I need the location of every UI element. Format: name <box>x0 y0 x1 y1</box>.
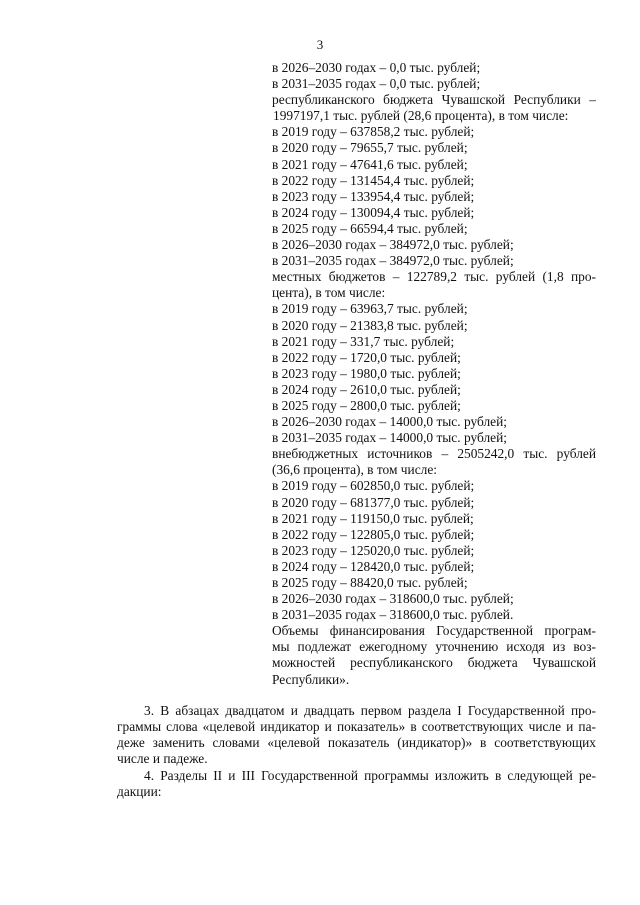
amendment-text <box>117 703 596 801</box>
financing-line: в 2031–2035 годах – 0,0 тыс. рублей; <box>272 76 481 92</box>
closing-note-last-line: Республики». <box>272 671 350 687</box>
local-year-line: в 2023 году – 1980,0 тыс. рублей; <box>272 365 461 381</box>
republican-budget-heading: республиканского бюджета Чувашской Республики – <box>272 92 596 108</box>
republican-year-line: в 2022 году – 131454,4 тыс. рублей; <box>272 172 475 188</box>
republican-budget-total: 1997197,1 тыс. рублей (28,6 процента), в том числе: <box>273 108 569 124</box>
republican-year-line: в 2024 году – 130094,4 тыс. рублей; <box>272 204 475 220</box>
local-year-line: в 2031–2035 годах – 14000,0 тыс. рублей; <box>272 430 507 446</box>
republican-year-line: в 2019 году – 637858,2 тыс. рублей; <box>272 124 475 140</box>
financing-line: в 2026–2030 годах – 0,0 тыс. рублей; <box>272 60 481 75</box>
local-year-line: в 2019 году – 63963,7 тыс. рублей; <box>272 301 468 317</box>
local-year-line: в 2020 году – 21383,8 тыс. рублей; <box>272 317 468 333</box>
republican-year-line: в 2025 году – 66594,4 тыс. рублей; <box>272 220 468 236</box>
closing-note-line: можностей республиканского бюджета Чувашской <box>272 655 596 671</box>
extrabudgetary-year-line: в 2025 году – 88420,0 тыс. рублей; <box>272 575 468 590</box>
extrabudgetary-heading-cont: (36,6 процента), в том числе: <box>272 462 437 478</box>
local-year-line: в 2022 году – 1720,0 тыс. рублей; <box>272 349 461 365</box>
extrabudgetary-year-line: в 2023 году – 125020,0 тыс. рублей; <box>272 542 475 558</box>
local-year-line: в 2025 году – 2800,0 тыс. рублей; <box>272 397 461 413</box>
republican-year-line: в 2031–2035 годах – 384972,0 тыс. рублей; <box>272 253 514 269</box>
republican-year-line: в 2023 году – 133954,4 тыс. рублей; <box>272 188 475 204</box>
extrabudgetary-year-line: в 2031–2035 годах – 318600,0 тыс. рублей. <box>272 607 514 623</box>
local-year-line: в 2026–2030 годах – 14000,0 тыс. рублей; <box>272 414 507 430</box>
closing-note-line: мы подлежат ежегодному уточнению исходя из воз- <box>272 639 596 655</box>
extrabudgetary-year-line: в 2022 году – 122805,0 тыс. рублей; <box>272 526 475 542</box>
amendment-paragraph-4: 4. Разделы II и III Государственной программы изложить в следующей ре-дакции: <box>117 768 596 800</box>
amendment-paragraph-3: 3. В абзацах двадцатом и двадцать первом раздела I Государственной про-граммы слова «целевой индикатор и показатель» в соответствующих числе и па-деже заменить словами «целевой показатель (индикатор)» в соответствующих числе и падеже. <box>117 703 596 767</box>
extrabudgetary-year-line: в 2026–2030 годах – 318600,0 тыс. рублей; <box>272 591 514 607</box>
local-budget-heading: местных бюджетов – 122789,2 тыс. рублей (1,8 про- <box>272 269 596 285</box>
republican-year-line: в 2026–2030 годах – 384972,0 тыс. рублей; <box>272 237 514 253</box>
closing-note-line: Объемы финансирования Государственной програм- <box>272 623 596 639</box>
financing-block <box>272 60 596 688</box>
local-year-line: в 2024 году – 2610,0 тыс. рублей; <box>272 381 461 397</box>
local-year-line: в 2021 году – 331,7 тыс. рублей; <box>272 333 455 349</box>
extrabudgetary-year-line: в 2020 году – 681377,0 тыс. рублей; <box>272 494 475 510</box>
page-number: 3 <box>316 37 324 52</box>
extrabudgetary-heading: внебюджетных источников – 2505242,0 тыс. рублей <box>272 446 596 462</box>
extrabudgetary-year-line: в 2021 году – 119150,0 тыс. рублей; <box>272 510 474 526</box>
local-budget-heading-cont: цента), в том числе: <box>272 285 386 301</box>
republican-year-line: в 2021 году – 47641,6 тыс. рублей; <box>272 156 468 172</box>
extrabudgetary-year-line: в 2024 году – 128420,0 тыс. рублей; <box>272 558 475 574</box>
extrabudgetary-year-line: в 2019 году – 602850,0 тыс. рублей; <box>272 478 475 494</box>
republican-year-line: в 2020 году – 79655,7 тыс. рублей; <box>272 140 468 156</box>
